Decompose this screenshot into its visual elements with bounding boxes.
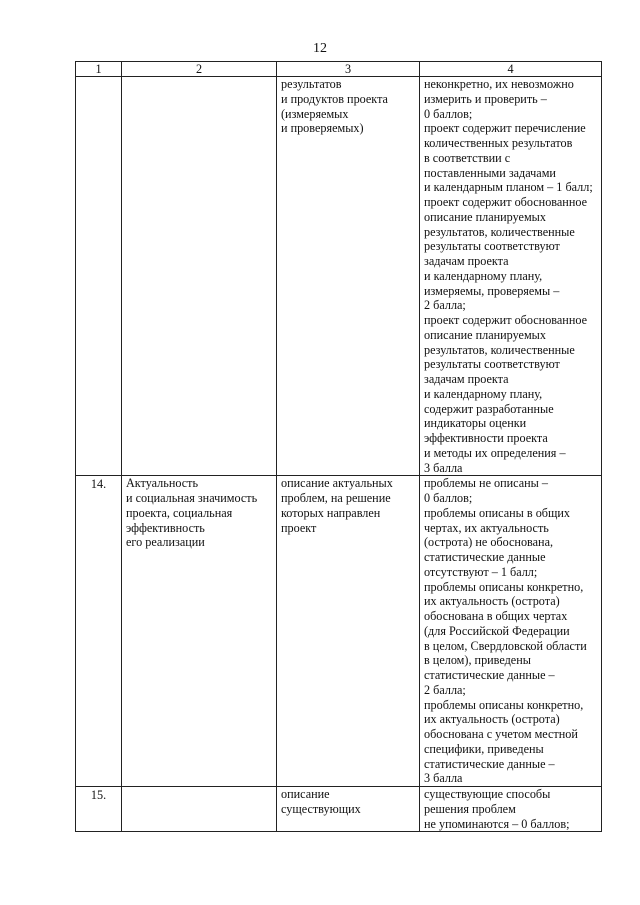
- text-line: статистические данные –: [424, 756, 555, 771]
- text-line: задачам проекта: [424, 372, 509, 386]
- text-line: описание: [281, 787, 330, 801]
- table-body: [76, 77, 602, 832]
- text-line: проект: [281, 520, 317, 535]
- text-line: описание актуальных: [281, 476, 393, 491]
- criterion-cell: [122, 787, 277, 832]
- text-line: индикаторы оценки: [424, 416, 527, 431]
- text-line: проблемы не описаны –: [424, 476, 548, 491]
- text-line: проблемы описаны в общих: [424, 505, 571, 520]
- row-number: 15.: [76, 787, 122, 832]
- criterion-cell: [122, 77, 277, 476]
- text-line: 3 балла: [424, 460, 463, 475]
- text-line: (острота) не обоснована,: [424, 535, 554, 550]
- text-line: содержит разработанные: [424, 401, 554, 416]
- assessment-subject-cell: [277, 787, 420, 832]
- scoring-cell: [420, 787, 602, 832]
- page-number: 12: [313, 41, 327, 56]
- criteria-table: [75, 61, 602, 832]
- text-line: описание планируемых: [424, 209, 546, 224]
- text-line: чертах, их актуальность: [424, 520, 549, 535]
- text-line: количественных результатов: [424, 136, 573, 150]
- text-line: в целом), приведены: [424, 653, 531, 668]
- row-number: [76, 77, 122, 476]
- text-line: эффективности проекта: [424, 431, 548, 445]
- text-line: проект содержит перечисление: [424, 121, 586, 136]
- text-line: 0 баллов;: [424, 106, 473, 121]
- text-line: 2 балла;: [424, 682, 466, 697]
- text-line: (измеряемых: [281, 106, 349, 121]
- table-row: [76, 476, 602, 787]
- scoring-cell: [420, 476, 602, 787]
- text-line: 0 баллов;: [424, 491, 473, 505]
- text-line: отсутствуют – 1 балл;: [424, 564, 538, 579]
- text-line: проблемы описаны конкретно,: [424, 579, 584, 594]
- text-line: задачам проекта: [424, 254, 509, 268]
- text-line: его реализации: [126, 535, 205, 550]
- text-line: неконкретно, их невозможно: [424, 77, 574, 91]
- text-line: обоснована в общих чертах: [424, 609, 568, 623]
- text-line: обоснована с учетом местной: [424, 727, 578, 741]
- text-line: результаты соответствуют: [424, 357, 560, 372]
- text-line: результатов, количественные: [424, 342, 575, 357]
- text-line: и методы их определения –: [424, 445, 566, 460]
- text-line: (для Российской Федерации: [424, 623, 570, 638]
- text-line: измеряемы, проверяемы –: [424, 283, 560, 298]
- text-line: результатов: [281, 77, 342, 91]
- column-header: 3: [277, 62, 420, 77]
- column-header: 2: [122, 62, 277, 77]
- table-row: [76, 77, 602, 476]
- table-row: [76, 787, 602, 832]
- scoring-cell: [420, 77, 602, 476]
- text-line: их актуальность (острота): [424, 594, 560, 609]
- text-line: решения проблем: [424, 801, 516, 816]
- text-line: проект содержит обоснованное: [424, 195, 587, 209]
- column-header: 4: [420, 62, 602, 77]
- text-line: их актуальность (острота): [424, 712, 560, 727]
- text-line: и продуктов проекта: [281, 91, 388, 106]
- text-line: проект содержит обоснованное: [424, 313, 587, 327]
- text-line: измерить и проверить –: [424, 91, 547, 106]
- table-header: [76, 62, 602, 77]
- assessment-subject-cell: [277, 476, 420, 787]
- text-line: и календарному плану,: [424, 386, 543, 401]
- text-line: результаты соответствуют: [424, 239, 560, 254]
- text-line: Актуальность: [126, 476, 199, 491]
- text-line: 3 балла: [424, 771, 463, 786]
- text-line: специфики, приведены: [424, 741, 544, 756]
- text-line: описание планируемых: [424, 327, 546, 342]
- header-row: [76, 62, 602, 77]
- text-line: статистические данные: [424, 550, 546, 564]
- text-line: в соответствии с: [424, 150, 511, 165]
- text-line: существующие способы: [424, 787, 551, 801]
- text-line: и проверяемых): [281, 121, 364, 136]
- text-line: и календарному плану,: [424, 268, 543, 283]
- text-line: проекта, социальная: [126, 505, 233, 520]
- text-line: статистические данные –: [424, 668, 555, 682]
- text-line: существующих: [281, 801, 361, 816]
- text-line: в целом, Свердловской области: [424, 638, 587, 653]
- criterion-cell: [122, 476, 277, 787]
- text-line: проблемы описаны конкретно,: [424, 697, 584, 712]
- text-line: результатов, количественные: [424, 224, 575, 239]
- row-number: 14.: [76, 476, 122, 787]
- text-line: и социальная значимость: [126, 491, 258, 505]
- text-line: эффективность: [126, 520, 205, 535]
- text-line: проблем, на решение: [281, 491, 391, 505]
- text-line: которых направлен: [281, 505, 381, 520]
- text-line: поставленными задачами: [424, 165, 556, 180]
- text-line: не упоминаются – 0 баллов;: [424, 816, 570, 831]
- text-line: и календарным планом – 1 балл;: [424, 180, 593, 195]
- text-line: 2 балла;: [424, 298, 466, 313]
- column-header: 1: [76, 62, 122, 77]
- assessment-subject-cell: [277, 77, 420, 476]
